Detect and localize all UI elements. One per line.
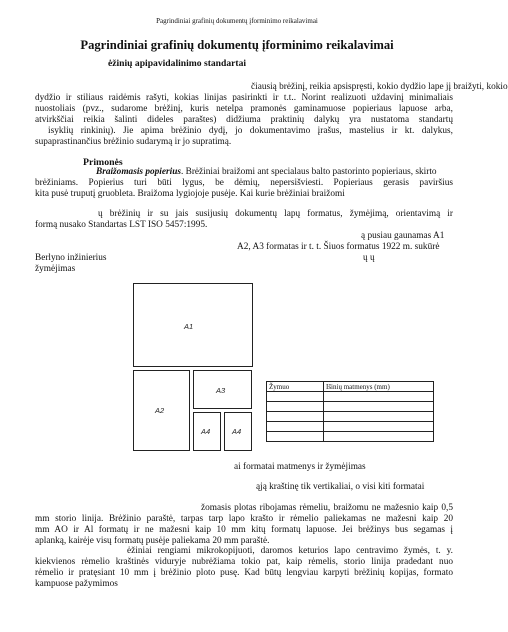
format-a2-label: A2	[155, 406, 165, 415]
paragraph-1-line-6: supaprastinančius brėžinio sudarymą ir jo supratimą.	[35, 137, 232, 147]
format-a1-frame	[133, 283, 253, 367]
table-cell	[267, 412, 324, 422]
table-row	[267, 432, 434, 442]
table-cell	[267, 432, 324, 442]
paragraph-4-line-3-right: ų ų	[363, 253, 375, 263]
table-row	[267, 412, 434, 422]
table-cell	[267, 392, 324, 402]
format-a3-frame	[193, 370, 252, 409]
format-a2-frame	[133, 370, 190, 451]
format-a4-frame-left	[193, 412, 221, 451]
paragraph-6-line-2: mm storio linija. Brėžinio paraštė, tarpas tarp lapo krašto ir rėmelio paliekamas ne mažesni kaip 20	[35, 514, 453, 524]
paragraph-6-line-1: žomasis plotas ribojamas rėmeliu, braižomu ne mažesnio kaip 0,5	[201, 503, 453, 513]
paragraph-3-line-1: ų brėžinių ir su jais susijusių dokumentų lapų formatus, žymėjimą, orientavimą ir	[98, 209, 453, 219]
paragraph-1-line-1: čiausią brėžinį, reikia apsispręsti, kokio dydžio lape jį braižyti, kokio	[251, 82, 508, 92]
paragraph-7-line-4: kampuose pažymimos	[35, 579, 118, 589]
running-header: Pagrindiniai grafinių dokumentų įforminimo reikalavimai	[156, 17, 318, 25]
paragraph-7-line-2: kiekvienos rėmelio kraštinės viduryje nubrėžiama tokio pat, kaip rėmelis, storio linija pradedant nuo	[35, 557, 453, 567]
table-cell	[267, 422, 324, 432]
paragraph-3-line-2: formą nusako Standartas LST ISO 5457:1995.	[35, 220, 208, 230]
paragraph-1-line-3: nuostoliais (pvz., sudarome brėžinį, kuris netelpa pramonės gaminamuose popieriaus lapuose arba,	[35, 104, 453, 114]
format-a4-frame-right	[224, 412, 252, 451]
page-title: Pagrindiniai grafinių dokumentų įforminimo reikalavimai	[80, 38, 394, 52]
paragraph-4-line-4: žymėjimas	[35, 264, 76, 274]
table-row	[267, 402, 434, 412]
table-cell	[324, 412, 434, 422]
figure-caption: ai formatai matmenys ir žymėjimas	[234, 462, 366, 472]
term-drawing-paper: Braižomasis popierius	[96, 167, 181, 177]
paragraph-4-line-3-left: Berlyno inžinierius	[35, 253, 107, 263]
paragraph-1-line-2: dydžio ir stiliaus raidėmis rašyti, kokias linijas pasirinkti ir t.t.. Norint realizuoti uždavinį minimaliais	[35, 93, 453, 103]
paragraph-7-line-1: ėžiniai rengiami mikrokopijuoti, daromos keturios lapo centravimo žymės, t. y.	[127, 546, 453, 556]
format-a3-label: A3	[216, 386, 226, 395]
table-row	[267, 392, 434, 402]
paragraph-6-line-4: aplanką, kairėje visų formatų pusėje paliekama 20 mm paraštė.	[35, 536, 270, 546]
table-row	[267, 422, 434, 432]
table-header-row	[267, 382, 434, 392]
format-a4-label-right: A4	[232, 427, 242, 436]
section-subtitle: ėžinių apipavidalinimo standartai	[108, 58, 247, 69]
paragraph-1-line-5: isyklių rinkinių). Jie apima brėžinio dydį, jo dokumentavimo įrašus, mastelius ir kt. dalykus,	[48, 126, 453, 136]
table-header-dimensions: Išinių matmenys (mm)	[324, 382, 434, 392]
paragraph-7-line-3: rėmelio ir pratęsiant 10 mm į brėžinio ploto pusę. Kad būtų lengviau karpyti brėžinių kopijas, formato	[35, 568, 453, 578]
paragraph-2-line-1	[96, 167, 453, 178]
table-cell	[324, 422, 434, 432]
table-cell	[324, 402, 434, 412]
paragraph-2-line-2: brėžiniams. Popierius turi būti lygus, be dėmių, nepersišviesti. Popieriaus gerasis paviršius	[35, 178, 453, 188]
paragraph-4-line-2: A2, A3 formatas ir t. t. Šiuos formatus 1922 m. sukūrė	[237, 242, 440, 252]
paragraph-5: ąją kraštinę tik vertikaliai, o visi kiti formatai	[256, 482, 425, 492]
table-cell	[267, 402, 324, 412]
table-header-code: Žymuo	[267, 382, 324, 392]
format-a1-label: A1	[184, 322, 194, 331]
paragraph-2-line-1-text: . Brėžiniai braižomi ant specialaus balto pastorinto popieriaus, skirto	[180, 167, 437, 177]
paragraph-4-line-1: ą pusiau gaunamas A1	[361, 231, 445, 241]
table-cell	[324, 432, 434, 442]
section-heading: Primonės	[83, 157, 123, 168]
paragraph-6-line-3: mm AO ir Al formatų ir ne mažesni kaip 10 mm kitų formatų lapuose. Jei brėžinys bus segamas į	[35, 525, 453, 535]
format-table	[266, 381, 434, 442]
format-a4-label-left: A4	[201, 427, 211, 436]
paragraph-2-line-3: kita pusė truputį gruobleta. Braižoma lygiojoje pusėje. Kai kurie brėžiniai braižomi	[35, 189, 345, 199]
table-cell	[324, 392, 434, 402]
paragraph-1-line-4: atvirkščiai reikia šalinti dideles paraštes) didžiuma praktinių dalykų yra nustatoma standartų	[35, 115, 453, 125]
